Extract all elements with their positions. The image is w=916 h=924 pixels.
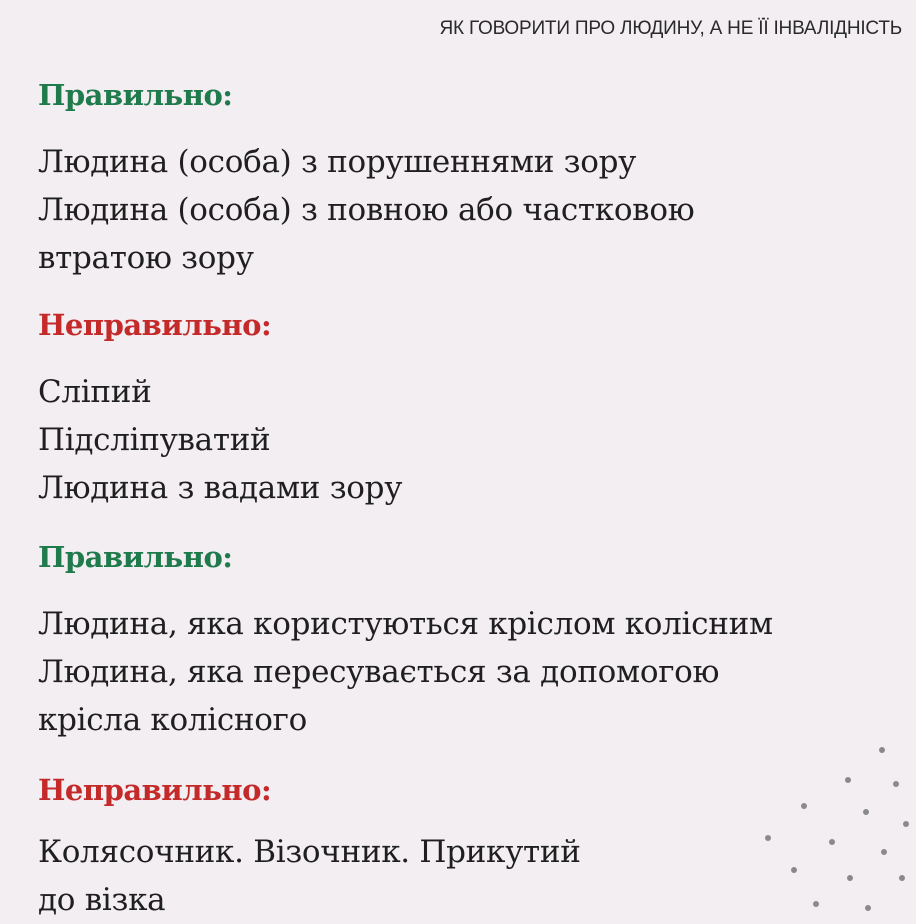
section-correct-vision bbox=[38, 78, 896, 112]
list-item: Людина з вадами зору bbox=[38, 470, 403, 506]
section-lines bbox=[38, 138, 896, 282]
list-item: Людина, яка пересувається за допомогою bbox=[38, 654, 720, 690]
section-heading: Неправильно: bbox=[38, 773, 272, 807]
section-heading: Правильно: bbox=[38, 540, 233, 574]
decorative-dots-icon bbox=[746, 728, 916, 918]
section-incorrect-vision bbox=[38, 308, 896, 342]
list-item: крісла колісного bbox=[38, 702, 307, 738]
list-item: Людина (особа) з порушеннями зору bbox=[38, 144, 637, 180]
list-item: до візка bbox=[38, 882, 166, 918]
section-correct-wheelchair bbox=[38, 540, 896, 574]
section-heading: Неправильно: bbox=[38, 308, 272, 342]
list-item: Сліпий bbox=[38, 374, 152, 410]
list-item: Колясочник. Візочник. Прикутий bbox=[38, 834, 581, 870]
section-lines bbox=[38, 368, 896, 512]
header-title: ЯК ГОВОРИТИ ПРО ЛЮДИНУ, А НЕ ЇЇ ІНВАЛІДНІСТЬ bbox=[439, 18, 902, 39]
section-lines bbox=[38, 600, 896, 744]
section-heading: Правильно: bbox=[38, 78, 233, 112]
list-item: Підсліпуватий bbox=[38, 422, 271, 458]
list-item: Людина (особа) з повною або частковою bbox=[38, 192, 695, 228]
list-item: втратою зору bbox=[38, 240, 254, 276]
list-item: Людина, яка користуються кріслом колісним bbox=[38, 606, 773, 642]
